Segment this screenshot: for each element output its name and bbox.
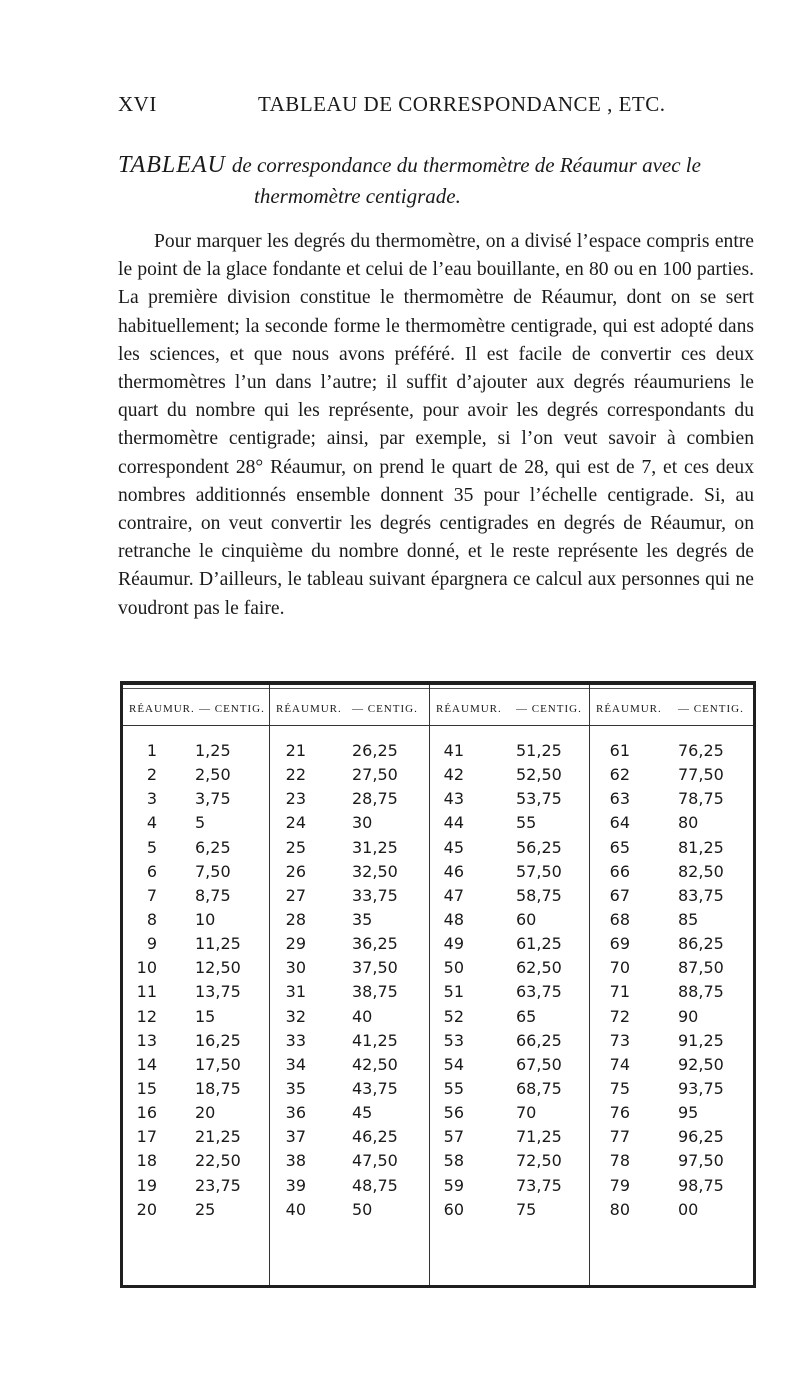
centigrade-value: 47,50 — [352, 1151, 398, 1171]
reaumur-value: 40 — [285, 1199, 306, 1219]
table-row — [590, 1200, 753, 1224]
table-row — [590, 838, 753, 862]
centigrade-value: 40 — [352, 1006, 373, 1026]
reaumur-value: 54 — [443, 1054, 464, 1074]
reaumur-value: 30 — [285, 958, 306, 978]
reaumur-value: 32 — [285, 1006, 306, 1026]
reaumur-value: 33 — [285, 1030, 306, 1050]
table-row — [430, 886, 589, 910]
reaumur-value: 44 — [443, 813, 464, 833]
reaumur-value: 34 — [285, 1054, 306, 1074]
table-row — [590, 765, 753, 789]
centigrade-value: 20 — [195, 1103, 216, 1123]
table-row — [270, 1007, 429, 1031]
reaumur-value: 73 — [609, 1030, 630, 1050]
centigrade-value: 96,25 — [678, 1127, 724, 1147]
title-main: TABLEAU — [118, 152, 226, 178]
table-row — [123, 1007, 269, 1031]
table-row — [430, 1055, 589, 1079]
centigrade-value: 60 — [516, 909, 537, 929]
table-row — [123, 741, 269, 765]
reaumur-value: 19 — [136, 1175, 157, 1195]
reaumur-value: 18 — [136, 1151, 157, 1171]
reaumur-value: 71 — [609, 982, 630, 1002]
centigrade-value: 87,50 — [678, 958, 724, 978]
centigrade-value: 52,50 — [516, 765, 562, 785]
reaumur-value: 16 — [136, 1103, 157, 1123]
reaumur-value: 48 — [443, 909, 464, 929]
centigrade-value: 83,75 — [678, 885, 724, 905]
table-row — [123, 982, 269, 1006]
reaumur-value: 27 — [285, 885, 306, 905]
header-rule — [123, 725, 269, 726]
centigrade-value: 70 — [516, 1103, 537, 1123]
reaumur-value: 35 — [285, 1078, 306, 1098]
reaumur-value: 1 — [146, 741, 157, 760]
header-reaumur: RÉAUMUR. — [276, 703, 342, 715]
table-row — [590, 741, 753, 765]
reaumur-value: 21 — [285, 741, 306, 760]
reaumur-value: 76 — [609, 1103, 630, 1123]
reaumur-value: 7 — [146, 885, 157, 905]
reaumur-value: 20 — [136, 1199, 157, 1219]
column-group-1 — [123, 685, 269, 1285]
centigrade-value: 97,50 — [678, 1151, 724, 1171]
reaumur-value: 43 — [443, 789, 464, 809]
reaumur-value: 10 — [136, 958, 157, 978]
reaumur-value: 77 — [609, 1127, 630, 1147]
table-row — [430, 813, 589, 837]
centigrade-value: 42,50 — [352, 1054, 398, 1074]
table-row — [123, 934, 269, 958]
reaumur-value: 17 — [136, 1127, 157, 1147]
column-group-2 — [269, 685, 429, 1285]
table-row — [430, 910, 589, 934]
centigrade-value: 41,25 — [352, 1030, 398, 1050]
reaumur-value: 69 — [609, 934, 630, 954]
table-row — [430, 1200, 589, 1224]
reaumur-value: 78 — [609, 1151, 630, 1171]
column-group-3 — [429, 685, 589, 1285]
reaumur-value: 61 — [609, 741, 630, 760]
reaumur-value: 59 — [443, 1175, 464, 1195]
reaumur-value: 24 — [285, 813, 306, 833]
reaumur-value: 12 — [136, 1006, 157, 1026]
table-row — [270, 838, 429, 862]
table-row — [590, 934, 753, 958]
centigrade-value: 67,50 — [516, 1054, 562, 1074]
reaumur-value: 9 — [146, 934, 157, 954]
header-reaumur: RÉAUMUR. — [129, 703, 195, 715]
table-row — [590, 1127, 753, 1151]
reaumur-value: 47 — [443, 885, 464, 905]
table-row — [123, 886, 269, 910]
reaumur-value: 65 — [609, 837, 630, 857]
centigrade-value: 75 — [516, 1199, 537, 1219]
table-row — [430, 1031, 589, 1055]
centigrade-value: 66,25 — [516, 1030, 562, 1050]
centigrade-value: 23,75 — [195, 1175, 241, 1195]
centigrade-value: 10 — [195, 909, 216, 929]
centigrade-value: 82,50 — [678, 861, 724, 881]
centigrade-value: 8,75 — [195, 885, 231, 905]
table-row — [430, 1007, 589, 1031]
table-row — [430, 838, 589, 862]
table-row — [430, 765, 589, 789]
reaumur-value: 58 — [443, 1151, 464, 1171]
centigrade-value: 91,25 — [678, 1030, 724, 1050]
table-row — [123, 958, 269, 982]
reaumur-value: 23 — [285, 789, 306, 809]
centigrade-value: 48,75 — [352, 1175, 398, 1195]
centigrade-value: 62,50 — [516, 958, 562, 978]
header-rule — [590, 725, 753, 726]
centigrade-value: 55 — [516, 813, 537, 833]
header-centigrade: — CENTIG. — [352, 703, 418, 715]
table-row — [123, 1079, 269, 1103]
centigrade-value: 21,25 — [195, 1127, 241, 1147]
centigrade-value: 98,75 — [678, 1175, 724, 1195]
table-row — [270, 1151, 429, 1175]
centigrade-value: 77,50 — [678, 765, 724, 785]
header-reaumur: RÉAUMUR. — [596, 703, 662, 715]
table-row — [123, 1055, 269, 1079]
table-row — [590, 1007, 753, 1031]
centigrade-value: 28,75 — [352, 789, 398, 809]
reaumur-value: 80 — [609, 1199, 630, 1219]
table-row — [270, 741, 429, 765]
reaumur-value: 46 — [443, 861, 464, 881]
reaumur-value: 3 — [146, 789, 157, 809]
reaumur-value: 25 — [285, 837, 306, 857]
table-row — [270, 886, 429, 910]
centigrade-value: 11,25 — [195, 934, 241, 954]
reaumur-value: 28 — [285, 909, 306, 929]
table-row — [430, 982, 589, 1006]
centigrade-value: 33,75 — [352, 885, 398, 905]
centigrade-value: 36,25 — [352, 934, 398, 954]
reaumur-value: 60 — [443, 1199, 464, 1219]
centigrade-value: 92,50 — [678, 1054, 724, 1074]
centigrade-value: 51,25 — [516, 741, 562, 760]
centigrade-value: 30 — [352, 813, 373, 833]
table-row — [430, 1079, 589, 1103]
column-group-4 — [589, 685, 753, 1285]
body-paragraph: Pour marquer les degrés du thermomètre, on a divisé l’espace compris entre le point de la glace fondante et celui de l’eau bouillante, en 80 ou en 100 parties. La première division constitue le thermomètre de Réaumur, dont on se sert habituellement; la seconde forme le thermomètre centigrade, qui est adopté dans les sciences, et que nous avons préféré. Il est facile de convertir ces deux thermomètres l’un dans l’autre; il suffit d’ajouter aux degrés réaumuriens le quart du nombre qui les représente, pour avoir les degrés correspondants du thermomètre centigrade; ainsi, par exemple, si l’on veut savoir à combien correspondent 28° Réaumur, on prend le quart de 28, qui est de 7, et ces deux nombres additionnés ensemble donnent 35 pour l’échelle centigrade. Si, au contraire, on veut convertir les degrés centigrades en degrés de Réaumur, on retranche le cinquième du nombre donné, et le reste représente les degrés de Réaumur. D’ailleurs, le tableau suivant épargnera ce calcul aux personnes qui ne voudront pas le faire. — [118, 231, 754, 619]
centigrade-value: 6,25 — [195, 837, 231, 857]
reaumur-value: 63 — [609, 789, 630, 809]
table-row — [270, 982, 429, 1006]
reaumur-value: 49 — [443, 934, 464, 954]
table-row — [123, 789, 269, 813]
reaumur-value: 64 — [609, 813, 630, 833]
reaumur-value: 74 — [609, 1054, 630, 1074]
header-rule — [430, 725, 589, 726]
reaumur-value: 31 — [285, 982, 306, 1002]
centigrade-value: 31,25 — [352, 837, 398, 857]
table-row — [123, 1127, 269, 1151]
centigrade-value: 16,25 — [195, 1030, 241, 1050]
header-rule — [270, 725, 429, 726]
centigrade-value: 5 — [195, 813, 206, 833]
title-line1: de correspondance du thermomètre de Réaumur avec le — [231, 153, 701, 177]
table-row — [270, 1200, 429, 1224]
table-row — [590, 1176, 753, 1200]
centigrade-value: 18,75 — [195, 1078, 241, 1098]
centigrade-value: 57,50 — [516, 861, 562, 881]
reaumur-value: 45 — [443, 837, 464, 857]
table-row — [270, 934, 429, 958]
centigrade-value: 27,50 — [352, 765, 398, 785]
centigrade-value: 3,75 — [195, 789, 231, 809]
table-row — [270, 789, 429, 813]
reaumur-value: 15 — [136, 1078, 157, 1098]
reaumur-value: 22 — [285, 765, 306, 785]
centigrade-value: 43,75 — [352, 1078, 398, 1098]
table-row — [590, 1031, 753, 1055]
table-row — [590, 886, 753, 910]
correspondence-table — [120, 681, 756, 1288]
table-row — [590, 789, 753, 813]
centigrade-value: 95 — [678, 1103, 699, 1123]
table-row — [430, 789, 589, 813]
centigrade-value: 68,75 — [516, 1078, 562, 1098]
table-row — [430, 862, 589, 886]
centigrade-value: 53,75 — [516, 789, 562, 809]
centigrade-value: 86,25 — [678, 934, 724, 954]
centigrade-value: 37,50 — [352, 958, 398, 978]
centigrade-value: 88,75 — [678, 982, 724, 1002]
reaumur-value: 2 — [146, 765, 157, 785]
page-number: XVI — [118, 92, 157, 116]
table-row — [270, 813, 429, 837]
reaumur-value: 67 — [609, 885, 630, 905]
table-row — [270, 1127, 429, 1151]
title-line2: thermomètre centigrade. — [254, 184, 461, 208]
table-row — [270, 765, 429, 789]
reaumur-value: 66 — [609, 861, 630, 881]
reaumur-value: 41 — [443, 741, 464, 760]
centigrade-value: 1,25 — [195, 741, 231, 760]
table-row — [590, 1055, 753, 1079]
table-row — [270, 958, 429, 982]
reaumur-value: 13 — [136, 1030, 157, 1050]
table-row — [590, 958, 753, 982]
table-row — [123, 838, 269, 862]
table-row — [590, 862, 753, 886]
centigrade-value: 81,25 — [678, 837, 724, 857]
table-row — [270, 1176, 429, 1200]
centigrade-value: 56,25 — [516, 837, 562, 857]
centigrade-value: 22,50 — [195, 1151, 241, 1171]
table-row — [430, 934, 589, 958]
table-row — [590, 813, 753, 837]
reaumur-value: 72 — [609, 1006, 630, 1026]
table-row — [590, 1103, 753, 1127]
header-centigrade: — CENTIG. — [516, 703, 582, 715]
table-row — [123, 1103, 269, 1127]
reaumur-value: 57 — [443, 1127, 464, 1147]
table-row — [590, 1151, 753, 1175]
table-row — [123, 1200, 269, 1224]
centigrade-value: 2,50 — [195, 765, 231, 785]
centigrade-value: 32,50 — [352, 861, 398, 881]
reaumur-value: 37 — [285, 1127, 306, 1147]
reaumur-value: 26 — [285, 861, 306, 881]
reaumur-value: 52 — [443, 1006, 464, 1026]
reaumur-value: 38 — [285, 1151, 306, 1171]
table-row — [590, 1079, 753, 1103]
table-row — [270, 1055, 429, 1079]
centigrade-value: 25 — [195, 1199, 216, 1219]
reaumur-value: 29 — [285, 934, 306, 954]
centigrade-value: 15 — [195, 1006, 216, 1026]
table-row — [270, 1031, 429, 1055]
reaumur-value: 5 — [146, 837, 157, 857]
centigrade-value: 26,25 — [352, 741, 398, 760]
table-row — [123, 1151, 269, 1175]
table-rows — [590, 741, 753, 1224]
centigrade-value: 73,75 — [516, 1175, 562, 1195]
centigrade-value: 58,75 — [516, 885, 562, 905]
header-reaumur: RÉAUMUR. — [436, 703, 502, 715]
table-row — [123, 765, 269, 789]
centigrade-value: 7,50 — [195, 861, 231, 881]
table-row — [270, 910, 429, 934]
table-row — [123, 862, 269, 886]
centigrade-value: 63,75 — [516, 982, 562, 1002]
centigrade-value: 80 — [678, 813, 699, 833]
centigrade-value: 00 — [678, 1199, 699, 1219]
header-centigrade: — CENTIG. — [199, 703, 265, 715]
reaumur-value: 50 — [443, 958, 464, 978]
table-row — [590, 982, 753, 1006]
reaumur-value: 4 — [146, 813, 157, 833]
reaumur-value: 70 — [609, 958, 630, 978]
centigrade-value: 72,50 — [516, 1151, 562, 1171]
table-row — [270, 862, 429, 886]
table-row — [430, 1103, 589, 1127]
table-rows — [270, 741, 429, 1224]
reaumur-value: 8 — [146, 909, 157, 929]
reaumur-value: 11 — [136, 982, 157, 1002]
centigrade-value: 65 — [516, 1006, 537, 1026]
centigrade-value: 38,75 — [352, 982, 398, 1002]
table-row — [590, 910, 753, 934]
centigrade-value: 13,75 — [195, 982, 241, 1002]
reaumur-value: 79 — [609, 1175, 630, 1195]
centigrade-value: 12,50 — [195, 958, 241, 978]
reaumur-value: 62 — [609, 765, 630, 785]
reaumur-value: 39 — [285, 1175, 306, 1195]
running-head-title: TABLEAU DE CORRESPONDANCE , ETC. — [258, 92, 666, 116]
table-row — [123, 910, 269, 934]
reaumur-value: 75 — [609, 1078, 630, 1098]
centigrade-value: 71,25 — [516, 1127, 562, 1147]
centigrade-value: 50 — [352, 1199, 373, 1219]
centigrade-value: 85 — [678, 909, 699, 929]
table-row — [123, 1176, 269, 1200]
reaumur-value: 42 — [443, 765, 464, 785]
table-rows — [430, 741, 589, 1224]
centigrade-value: 35 — [352, 909, 373, 929]
table-row — [430, 741, 589, 765]
reaumur-value: 68 — [609, 909, 630, 929]
body-paragraph-block — [118, 228, 754, 623]
reaumur-value: 53 — [443, 1030, 464, 1050]
centigrade-value: 78,75 — [678, 789, 724, 809]
centigrade-value: 45 — [352, 1103, 373, 1123]
header-centigrade: — CENTIG. — [678, 703, 744, 715]
centigrade-value: 76,25 — [678, 741, 724, 760]
table-row — [430, 1127, 589, 1151]
table-row — [270, 1079, 429, 1103]
table-row — [430, 958, 589, 982]
table-row — [270, 1103, 429, 1127]
reaumur-value: 55 — [443, 1078, 464, 1098]
reaumur-value: 51 — [443, 982, 464, 1002]
table-row — [123, 1031, 269, 1055]
reaumur-value: 56 — [443, 1103, 464, 1123]
table-title — [118, 150, 758, 212]
table-rows — [123, 741, 269, 1224]
reaumur-value: 36 — [285, 1103, 306, 1123]
centigrade-value: 17,50 — [195, 1054, 241, 1074]
table-row — [123, 813, 269, 837]
reaumur-value: 6 — [146, 861, 157, 881]
centigrade-value: 46,25 — [352, 1127, 398, 1147]
table-row — [430, 1176, 589, 1200]
reaumur-value: 14 — [136, 1054, 157, 1074]
centigrade-value: 61,25 — [516, 934, 562, 954]
table-row — [430, 1151, 589, 1175]
centigrade-value: 90 — [678, 1006, 699, 1026]
centigrade-value: 93,75 — [678, 1078, 724, 1098]
